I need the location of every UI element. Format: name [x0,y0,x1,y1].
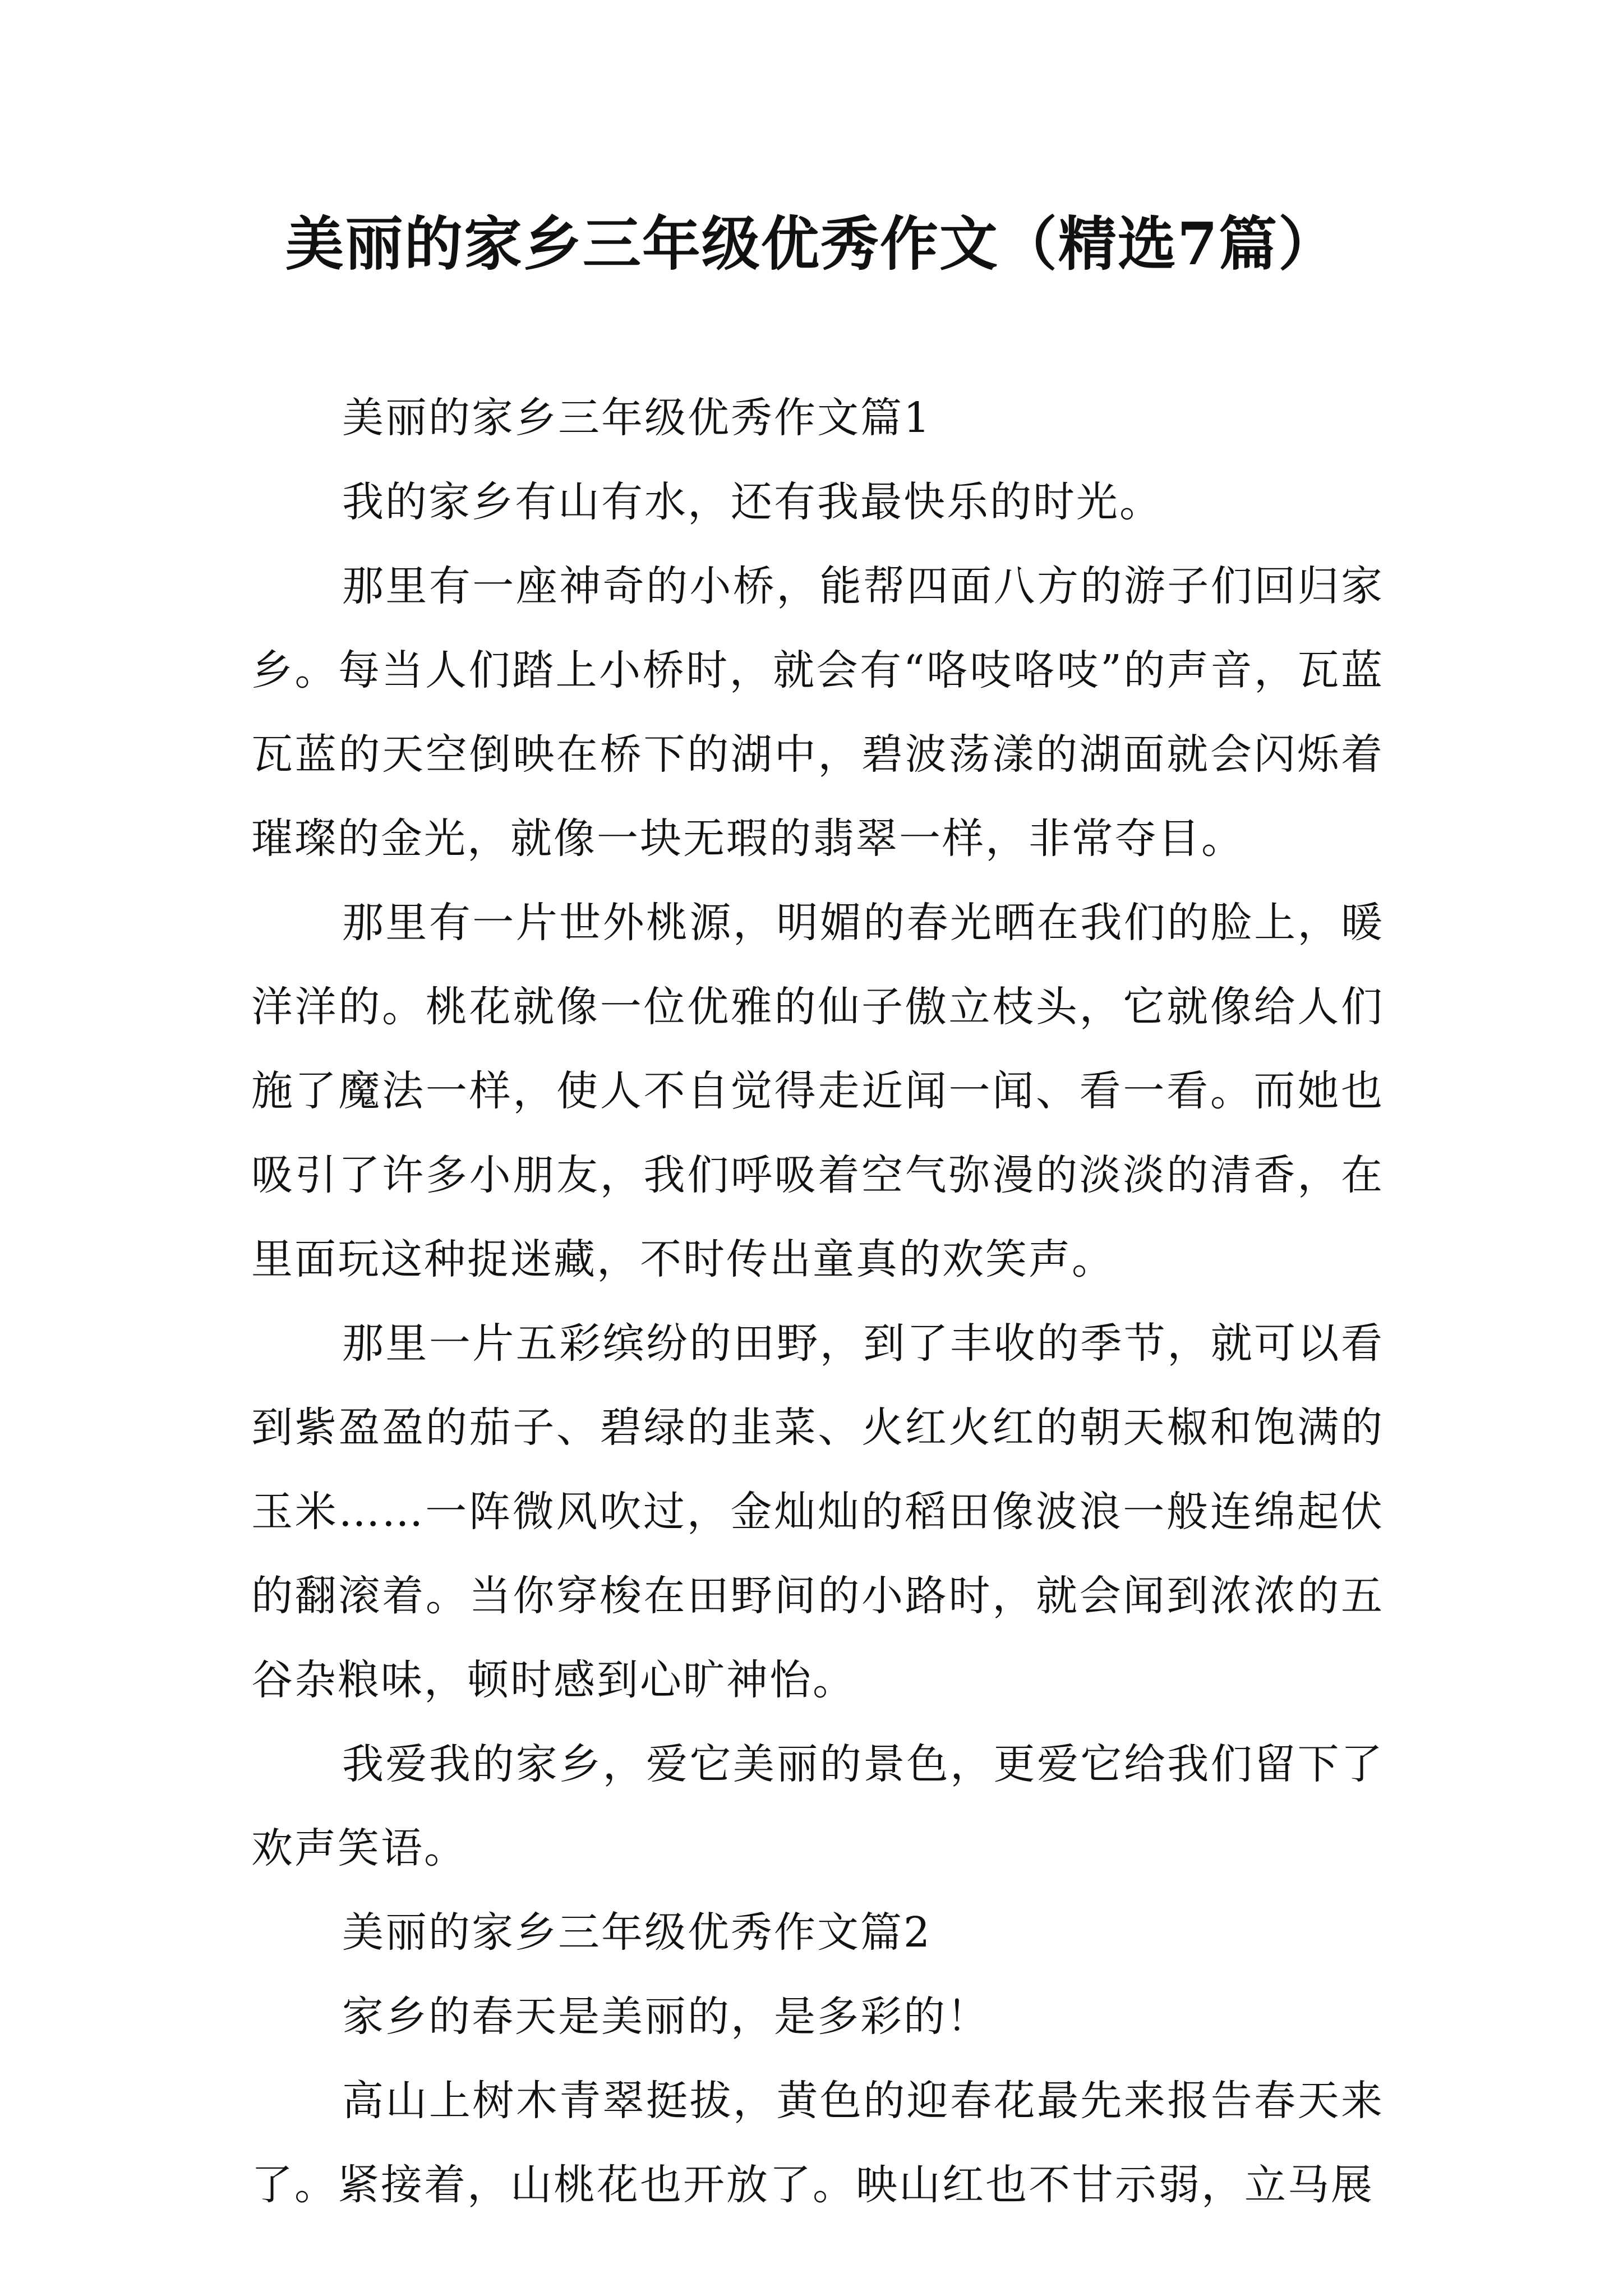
paragraph: 高山上树木青翠挺拔，黄色的迎春花最先来报告春天来了。紧接着，山桃花也开放了。映山红也不甘示弱，立马展 [251,2077,1384,2209]
paragraph: 那里一片五彩缤纷的田野，到了丰收的季节，就可以看到紫盈盈的茄子、碧绿的韭菜、火红火红的朝天椒和饱满的玉米……一阵微风吹过，金灿灿的稻田像波浪一般连绵起伏的翻滚着。当你穿梭在田野间的小路时，就会闻到浓浓的五谷杂粮味，顿时感到心旷神怡。 [251,1319,1384,1704]
section-heading-2: 美丽的家乡三年级优秀作文篇2 [342,1908,932,1957]
paragraph: 家乡的春天是美丽的，是多彩的！ [342,1993,990,2041]
document-body [251,376,1384,2227]
paragraph: 那里有一片世外桃源，明媚的春光晒在我们的脸上，暖洋洋的。桃花就像一位优雅的仙子傲立枝头，它就像给人们施了魔法一样，使人不自觉得走近闻一闻、看一看。而她也吸引了许多小朋友，我们呼吸着空气弥漫的淡淡的清香，在里面玩这种捉迷藏，不时传出童真的欢笑声。 [251,899,1384,1283]
document-title: 美丽的家乡三年级优秀作文（精选7篇） [285,209,1338,278]
paragraph: 我爱我的家乡，爱它美丽的景色，更爱它给我们留下了欢声笑语。 [251,1740,1384,1872]
paragraph: 那里有一座神奇的小桥，能帮四面八方的游子们回归家乡。每当人们踏上小桥时，就会有“咯吱咯吱”的声音，瓦蓝瓦蓝的天空倒映在桥下的湖中，碧波荡漾的湖面就会闪烁着璀璨的金光，就像一块无瑕的翡翠一样，非常夺目。 [251,562,1384,863]
paragraph: 我的家乡有山有水，还有我最快乐的时光。 [342,478,1163,526]
section-heading-1: 美丽的家乡三年级优秀作文篇1 [342,394,932,442]
